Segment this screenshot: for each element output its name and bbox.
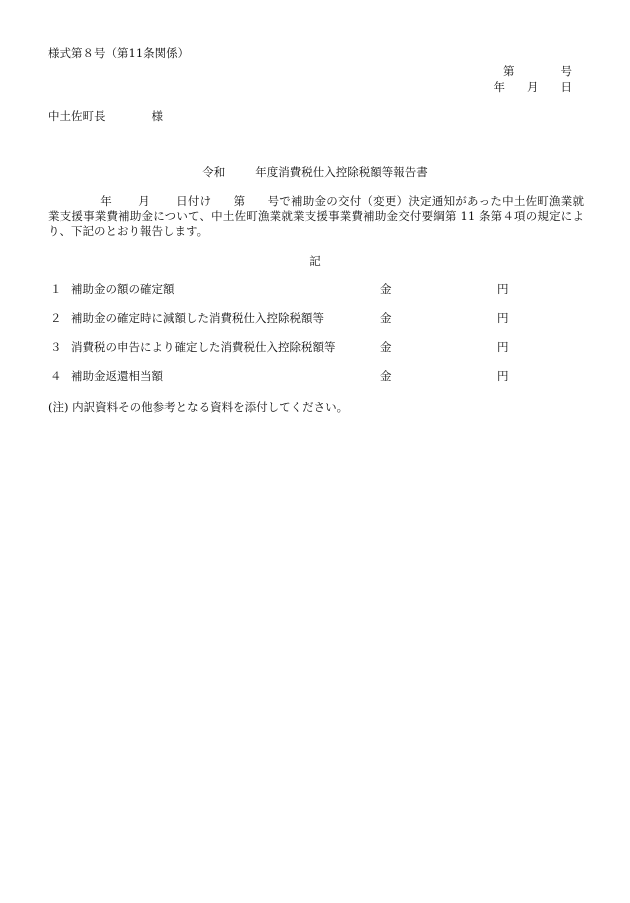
addressee-honorific: 様 xyxy=(151,109,163,123)
body-day-suffix: 日付け xyxy=(175,194,212,208)
document-date-line xyxy=(494,82,573,94)
item-kin: 金 xyxy=(380,282,392,296)
item-label: 補助金の確定時に減額した消費税仕入控除税額等 xyxy=(71,311,324,325)
item-label: 補助金の額の確定額 xyxy=(71,282,175,296)
body-year: 年 xyxy=(100,194,112,208)
item-label: 消費税の申告により確定した消費税仕入控除税額等 xyxy=(71,340,336,354)
title-text: 年度消費税仕入控除税額等報告書 xyxy=(255,165,428,179)
report-title xyxy=(0,167,630,179)
item-kin: 金 xyxy=(380,369,392,383)
addressee xyxy=(48,111,163,123)
body-sentence: 号で補助金の交付（変更）決定通知があった中土佐町漁業就業支援事業費補助金について、中土佐町漁業就業支援事業費補助金交付要綱第 11 条第４項の規定により、下記のとおり報告します。 xyxy=(48,194,585,238)
form-number: 様式第８号（第11条関係） xyxy=(48,46,190,60)
date-month: 月 xyxy=(527,80,539,94)
ki-heading: 記 xyxy=(309,254,321,268)
date-day: 日 xyxy=(560,80,572,94)
item-yen: 円 xyxy=(497,311,509,325)
item-number: ２ xyxy=(50,311,62,325)
item-number: ４ xyxy=(50,369,62,383)
item-kin: 金 xyxy=(380,311,392,325)
item-number: １ xyxy=(50,282,62,296)
document-number-line xyxy=(503,66,572,78)
item-number: ３ xyxy=(50,340,62,354)
body-month: 月 xyxy=(137,194,150,208)
document-number-go: 号 xyxy=(560,64,572,78)
attachment-note: (注) 内訳資料その他参考となる資料を添付してください。 xyxy=(48,400,349,414)
document-number-dai: 第 xyxy=(503,64,515,78)
item-kin: 金 xyxy=(380,340,392,354)
body-dai: 第 xyxy=(233,194,246,208)
title-era: 令和 xyxy=(202,165,226,179)
item-yen: 円 xyxy=(497,369,509,383)
date-year: 年 xyxy=(493,80,505,94)
item-yen: 円 xyxy=(497,340,509,354)
addressee-name: 中土佐町長 xyxy=(48,109,106,123)
item-yen: 円 xyxy=(497,282,509,296)
report-body-paragraph xyxy=(48,194,584,239)
item-label: 補助金返還相当額 xyxy=(71,369,163,383)
